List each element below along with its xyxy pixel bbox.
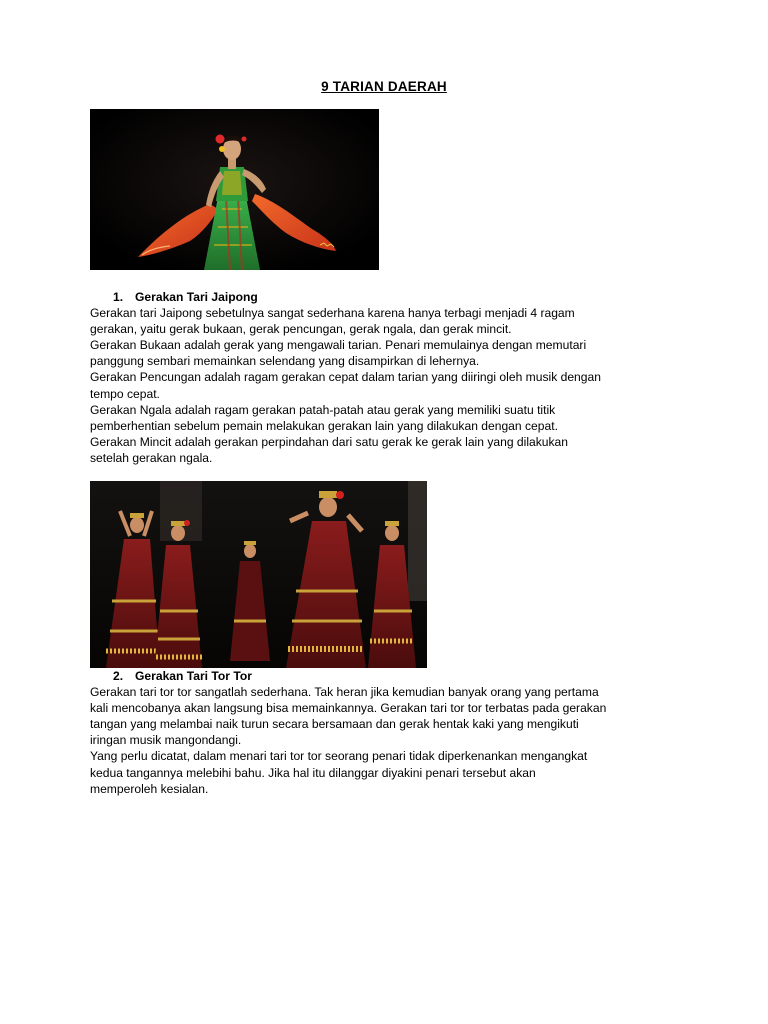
section-body [90,684,710,797]
document-title: 9 TARIAN DAERAH [321,79,447,94]
body-line: Yang perlu dicatat, dalam menari tari tor tor seorang penari tidak diperkenankan mengangkat [90,749,588,764]
section-body [90,305,710,466]
tor-tor-dancers-illustration [90,481,427,668]
body-line: kali mencobanya akan langsung bisa memainkannya. Gerakan tari tor tor terbatas pada gerakan [90,701,607,716]
section-title: Gerakan Tari Tor Tor [135,669,252,683]
body-line: Gerakan tari Jaipong sebetulnya sangat sederhana karena hanya terbagi menjadi 4 ragam [90,306,575,321]
section-jaipong [90,289,710,466]
body-line: panggung sembari memainkan selendang yang disampirkan di lehernya. [90,354,480,369]
section-number: 1. [113,290,124,304]
body-line: tangan yang melambai naik turun secara bersamaan dan gerak hentak kaki yang mengikuti [90,717,579,732]
section-heading [90,668,710,684]
body-line: Gerakan tari tor tor sangatlah sederhana. Tak heran jika kemudian banyak orang yang pertama [90,685,599,700]
body-line: Gerakan Ngala adalah ragam gerakan patah-patah atau gerak yang memiliki suatu titik [90,402,556,417]
body-line: gerakan, yaitu gerak bukaan, gerak pencungan, gerak ngala, dan gerak mincit. [90,322,512,337]
body-line: pemberhentian sebelum pemain melakukan gerakan lain yang dilakukan dengan cepat. [90,418,558,433]
body-line: Gerakan Pencungan adalah ragam gerakan cepat dalam tarian yang diiringi oleh musik dengan [90,370,601,385]
section-number: 2. [113,669,124,683]
tor-tor-dancers-photo [90,481,427,668]
body-line: setelah gerakan ngala. [90,450,213,465]
body-line: kedua tangannya melebihi bahu. Jika hal itu dilanggar diyakini penari tersebut akan [90,765,536,780]
body-line: Gerakan Bukaan adalah gerak yang mengawali tarian. Penari memulainya dengan memutari [90,338,587,353]
section-heading [90,289,710,305]
body-line: Gerakan Mincit adalah gerakan perpindahan dari satu gerak ke gerak lain yang dilakukan [90,434,569,449]
section-tor-tor [90,668,710,797]
body-line: memperoleh kesialan. [90,781,209,796]
section-title: Gerakan Tari Jaipong [135,290,258,304]
jaipong-dancer-illustration [90,109,379,270]
jaipong-dancer-photo [90,109,379,270]
body-line: iringan musik mangondangi. [90,733,242,748]
body-line: tempo cepat. [90,386,160,401]
